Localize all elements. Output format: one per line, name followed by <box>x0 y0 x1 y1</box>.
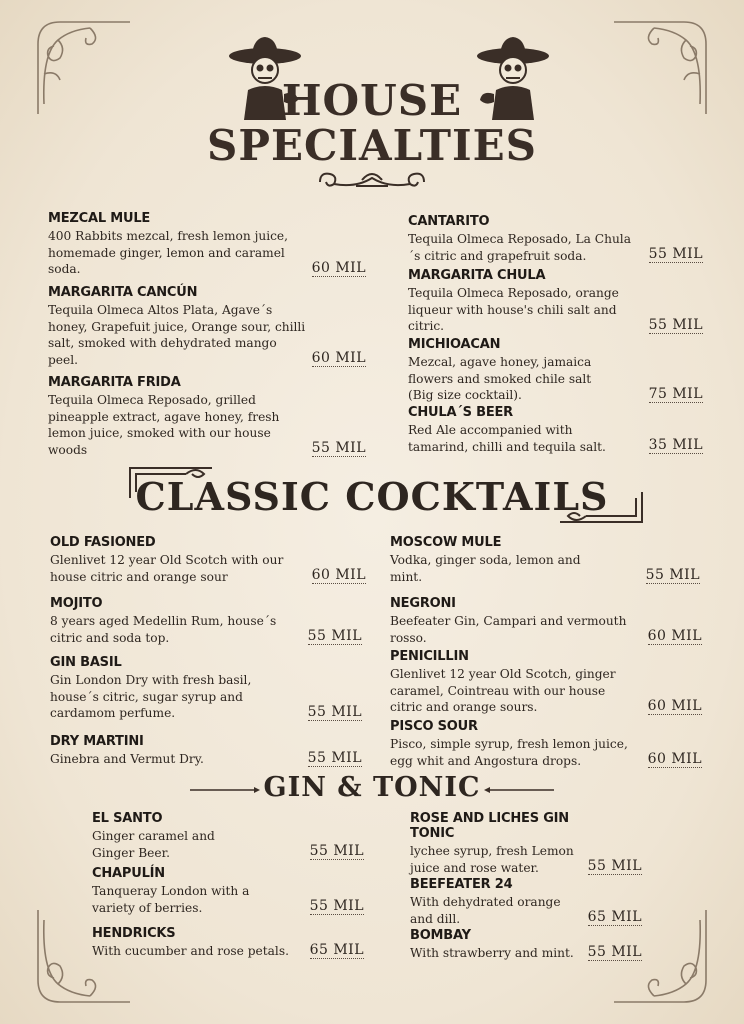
item-description: Red Ale accompanied with tamarind, chilli and tequila salt. <box>408 423 606 454</box>
header-title-line1: HOUSE <box>281 76 463 125</box>
item-description: Ginebra and Vermut Dry. <box>50 752 204 766</box>
divider-line-icon <box>482 786 554 794</box>
menu-item <box>50 734 362 768</box>
item-price: 60 MIL <box>647 628 702 644</box>
item-description: Glenlivet 12 year Old Scotch with our house citric and orange sour <box>50 553 284 584</box>
item-price: 75 MIL <box>648 385 703 402</box>
header-flourish-icon <box>316 166 428 194</box>
item-name: MARGARITA CANCÚN <box>48 285 198 300</box>
item-description: With strawberry and mint. <box>410 946 574 960</box>
item-name: CHAPULÍN <box>92 866 165 881</box>
item-description: Tequila Olmeca Reposado, orange liqueur with house's chili salt and citric. <box>408 286 619 333</box>
item-price: 35 MIL <box>648 437 703 453</box>
item-price: 60 MIL <box>647 751 702 767</box>
menu-item <box>50 535 366 585</box>
item-description: 8 years aged Medellin Rum, house´s citric and soda top. <box>50 614 277 645</box>
item-description: With cucumber and rose petals. <box>92 944 289 958</box>
menu-item <box>408 214 703 264</box>
menu-item <box>410 928 642 962</box>
item-description: Tequila Olmeca Reposado, La Chula´s citric and grapefruit soda. <box>408 232 631 263</box>
item-price: 55 MIL <box>311 440 366 456</box>
item-price: 55 MIL <box>587 943 642 960</box>
item-description: Tequila Olmeca Altos Plata, Agave´s honey, Grapefuit juice, Orange sour, chilli salt, smoked with dehydrated mango peel. <box>48 303 306 367</box>
menu-item <box>92 866 364 916</box>
menu-item <box>408 268 703 335</box>
item-price: 55 MIL <box>307 703 362 720</box>
item-name: NEGRONI <box>390 596 456 611</box>
menu-item <box>410 877 642 927</box>
menu-item <box>408 405 703 455</box>
item-price: 60 MIL <box>311 567 366 583</box>
item-name: CHULA´S BEER <box>408 405 513 420</box>
item-name: CANTARITO <box>408 214 490 229</box>
item-description: lychee syrup, fresh Lemon juice and rose water. <box>410 844 574 875</box>
item-name: HENDRICKS <box>92 926 176 941</box>
item-description: Tequila Olmeca Reposado, grilled pineapple extract, agave honey, fresh lemon juice, smoked with our house woods <box>48 393 280 457</box>
item-name: MEZCAL MULE <box>48 211 151 226</box>
item-name: GIN BASIL <box>50 655 122 670</box>
menu-item <box>390 649 702 716</box>
menu-item <box>390 535 700 585</box>
menu-item <box>50 596 362 646</box>
item-name: PENICILLIN <box>390 649 469 664</box>
item-name: BEEFEATER 24 <box>410 877 513 892</box>
item-name: PISCO SOUR <box>390 719 478 734</box>
item-description: Glenlivet 12 year Old Scotch, ginger caramel, Cointreau with our house citric and orange sours. <box>390 667 616 714</box>
item-description: Mezcal, agave honey, jamaica flowers and smoked chile salt (Big size cocktail). <box>408 355 592 402</box>
menu-item <box>92 926 364 960</box>
menu-item <box>390 719 702 769</box>
item-price: 55 MIL <box>309 898 364 914</box>
item-description: Ginger caramel and Ginger Beer. <box>92 829 215 860</box>
item-description: Vodka, ginger soda, lemon and mint. <box>390 553 581 584</box>
item-price: 55 MIL <box>645 567 700 583</box>
item-name: DRY MARTINI <box>50 734 144 749</box>
item-price: 60 MIL <box>647 697 702 714</box>
item-name: MARGARITA FRIDA <box>48 375 181 390</box>
item-name: BOMBAY <box>410 928 471 943</box>
item-price: 55 MIL <box>587 858 642 874</box>
item-name: OLD FASIONED <box>50 535 156 550</box>
item-price: 55 MIL <box>648 316 703 333</box>
item-price: 60 MIL <box>311 259 366 276</box>
menu-item <box>92 811 364 861</box>
section-title-gin: GIN & TONIC <box>263 772 481 803</box>
header-title-line2: SPECIALTIES <box>207 121 537 170</box>
menu-item <box>48 285 366 368</box>
item-description: With dehydrated orange and dill. <box>410 895 561 926</box>
menu-item <box>48 375 366 458</box>
item-name: MOJITO <box>50 596 103 611</box>
item-price: 60 MIL <box>311 350 366 366</box>
item-price: 65 MIL <box>309 941 364 958</box>
item-name: MARGARITA CHULA <box>408 268 546 283</box>
item-description: Beefeater Gin, Campari and vermouth rosso. <box>390 614 627 645</box>
menu-item <box>410 811 642 876</box>
item-name: EL SANTO <box>92 811 163 826</box>
item-description: Pisco, simple syrup, fresh lemon juice, egg whit and Angostura drops. <box>390 737 628 768</box>
item-description: Tanqueray London with a variety of berries. <box>92 884 250 915</box>
title-frame-ornament-icon <box>556 490 646 528</box>
section-title-classic: CLASSIC COCKTAILS <box>135 474 609 519</box>
menu-item <box>408 337 703 404</box>
menu-item <box>48 211 366 278</box>
item-description: 400 Rabbits mezcal, fresh lemon juice, homemade ginger, lemon and caramel soda. <box>48 229 289 276</box>
item-name: MICHIOACAN <box>408 337 501 352</box>
menu-item <box>50 655 362 722</box>
item-price: 65 MIL <box>587 909 642 925</box>
item-price: 55 MIL <box>307 628 362 644</box>
item-description: Gin London Dry with fresh basil, house´s citric, sugar syrup and cardamom perfume. <box>50 673 252 720</box>
item-name: MOSCOW MULE <box>390 535 502 550</box>
item-price: 55 MIL <box>309 843 364 859</box>
item-price: 55 MIL <box>307 749 362 766</box>
item-price: 55 MIL <box>648 246 703 262</box>
item-name: ROSE AND LICHES GIN TONIC <box>410 811 569 841</box>
menu-item <box>390 596 702 646</box>
